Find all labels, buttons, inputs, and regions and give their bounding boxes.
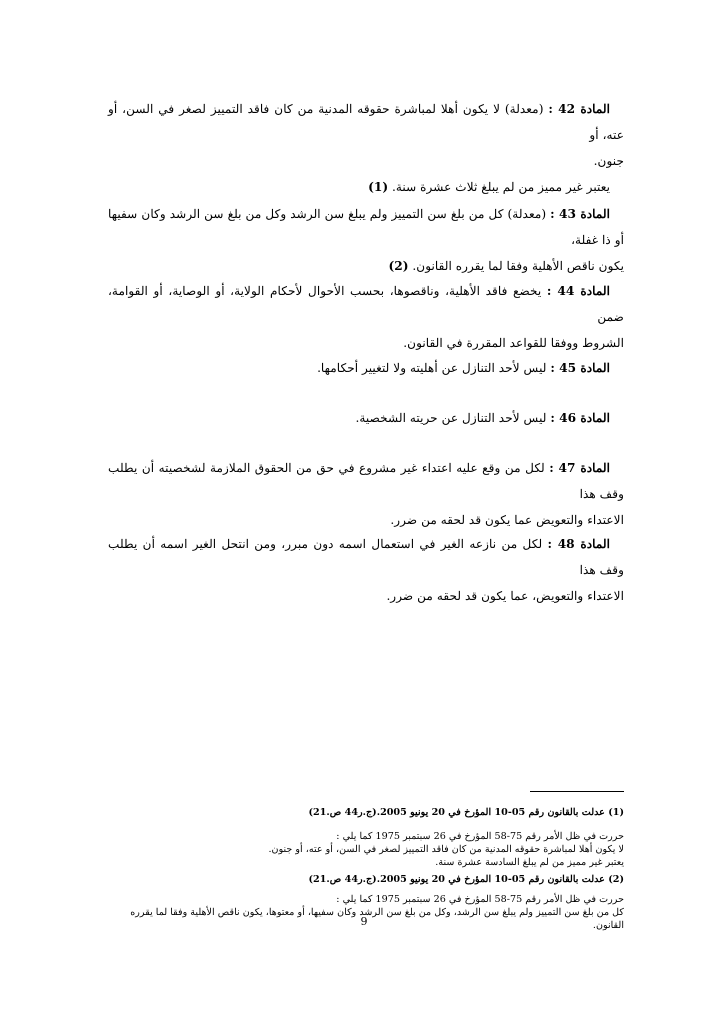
footnote-heading: (1) عدلت بالقانون رقم 05-10 المؤرخ في 20 يونيو 2005.(ج.ر44 ص.21)	[308, 807, 624, 818]
article-47	[108, 455, 624, 533]
article-label: المادة 44 :	[546, 284, 610, 298]
article-label: المادة 45 :	[550, 361, 610, 375]
article-48	[108, 531, 624, 609]
article-44	[108, 278, 624, 356]
article-text: ليس لأحد التنازل عن أهليته ولا لتغيير أحكامها.	[317, 361, 547, 375]
article-label: المادة 43 :	[550, 207, 611, 221]
article-line: الاعتداء والتعويض عما يكون قد لحقه من ضرر.	[390, 513, 624, 527]
footnote-line: يعتبر غير مميز من لم يبلغ السادسة عشرة سنة.	[435, 857, 624, 868]
article-line	[108, 96, 624, 148]
article-line: الشروط ووفقا للقواعد المقررة في القانون.	[403, 336, 624, 350]
footnote-line: كل من بلغ سن التمييز ولم يبلغ سن الرشد، وكل من بلغ سن الرشد وكان سفيها، أو معتوها، يكون ناقص الأهلية وفقا لما يقرره القانون.	[130, 907, 624, 931]
footnote-ref: (1)	[368, 180, 389, 194]
article-label: المادة 42 :	[548, 102, 610, 116]
article-42	[108, 96, 624, 200]
article-text: يخضع فاقد الأهلية، وناقصوها، بحسب الأحوال لأحكام الولاية، أو الوصاية، أو القوامة، ضمن	[108, 284, 624, 324]
article-46	[108, 405, 624, 431]
footnote-heading: (2) عدلت بالقانون رقم 05-10 المؤرخ في 20 يونيو 2005.(ج.ر44 ص.21)	[308, 874, 624, 885]
article-text: (معدلة) لا يكون أهلا لمباشرة حقوقه المدنية من كان فاقد التمييز لصغر في السن، أو عته، أو	[108, 102, 624, 142]
article-line	[108, 355, 624, 381]
footnote-line: حررت في ظل الأمر رقم 75-58 المؤرخ في 26 سبتمبر 1975 كما يلي :	[336, 831, 624, 842]
article-43	[108, 201, 624, 279]
article-line	[108, 531, 624, 583]
article-line	[108, 278, 624, 330]
article-text: يكون ناقص الأهلية وفقا لما يقرره القانون.	[412, 259, 624, 273]
footnote-line: حررت في ظل الأمر رقم 75-58 المؤرخ في 26 سبتمبر 1975 كما يلي :	[336, 894, 624, 905]
article-line	[108, 253, 624, 279]
article-text: لكل من نازعه الغير في استعمال اسمه دون مبرر، ومن انتحل الغير اسمه أن يطلب وقف هذا	[108, 537, 624, 577]
footnote-ref: (2)	[388, 259, 409, 273]
article-label: المادة 48 :	[547, 537, 611, 551]
article-text: يعتبر غير مميز من لم يبلغ ثلاث عشرة سنة.	[391, 180, 610, 194]
article-line: الاعتداء والتعويض، عما يكون قد لحقه من ضرر.	[386, 589, 624, 603]
article-line	[108, 455, 624, 507]
footnote-separator	[530, 791, 624, 792]
article-line: جنون.	[593, 154, 624, 168]
page-number: 9	[360, 915, 368, 928]
article-label: المادة 47 :	[549, 461, 611, 475]
article-label: المادة 46 :	[550, 411, 610, 425]
footnote-1	[104, 806, 624, 869]
article-text: ليس لأحد التنازل عن حريته الشخصية.	[355, 411, 547, 425]
article-text: لكل من وقع عليه اعتداء غير مشروع في حق من الحقوق الملازمة لشخصيته أن يطلب وقف هذا	[108, 461, 624, 501]
footnote-line: لا يكون أهلا لمباشرة حقوقه المدنية من كان فاقد التمييز لصغر في السن، أو عته، أو جنون.	[268, 844, 624, 855]
article-text: (معدلة) كل من بلغ سن التمييز ولم يبلغ سن الرشد وكل من بلغ سن الرشد وكان سفيها أو ذا غفلة،	[108, 207, 624, 247]
article-line	[108, 405, 624, 431]
article-line	[108, 201, 624, 253]
article-line	[108, 174, 624, 200]
article-45	[108, 355, 624, 381]
